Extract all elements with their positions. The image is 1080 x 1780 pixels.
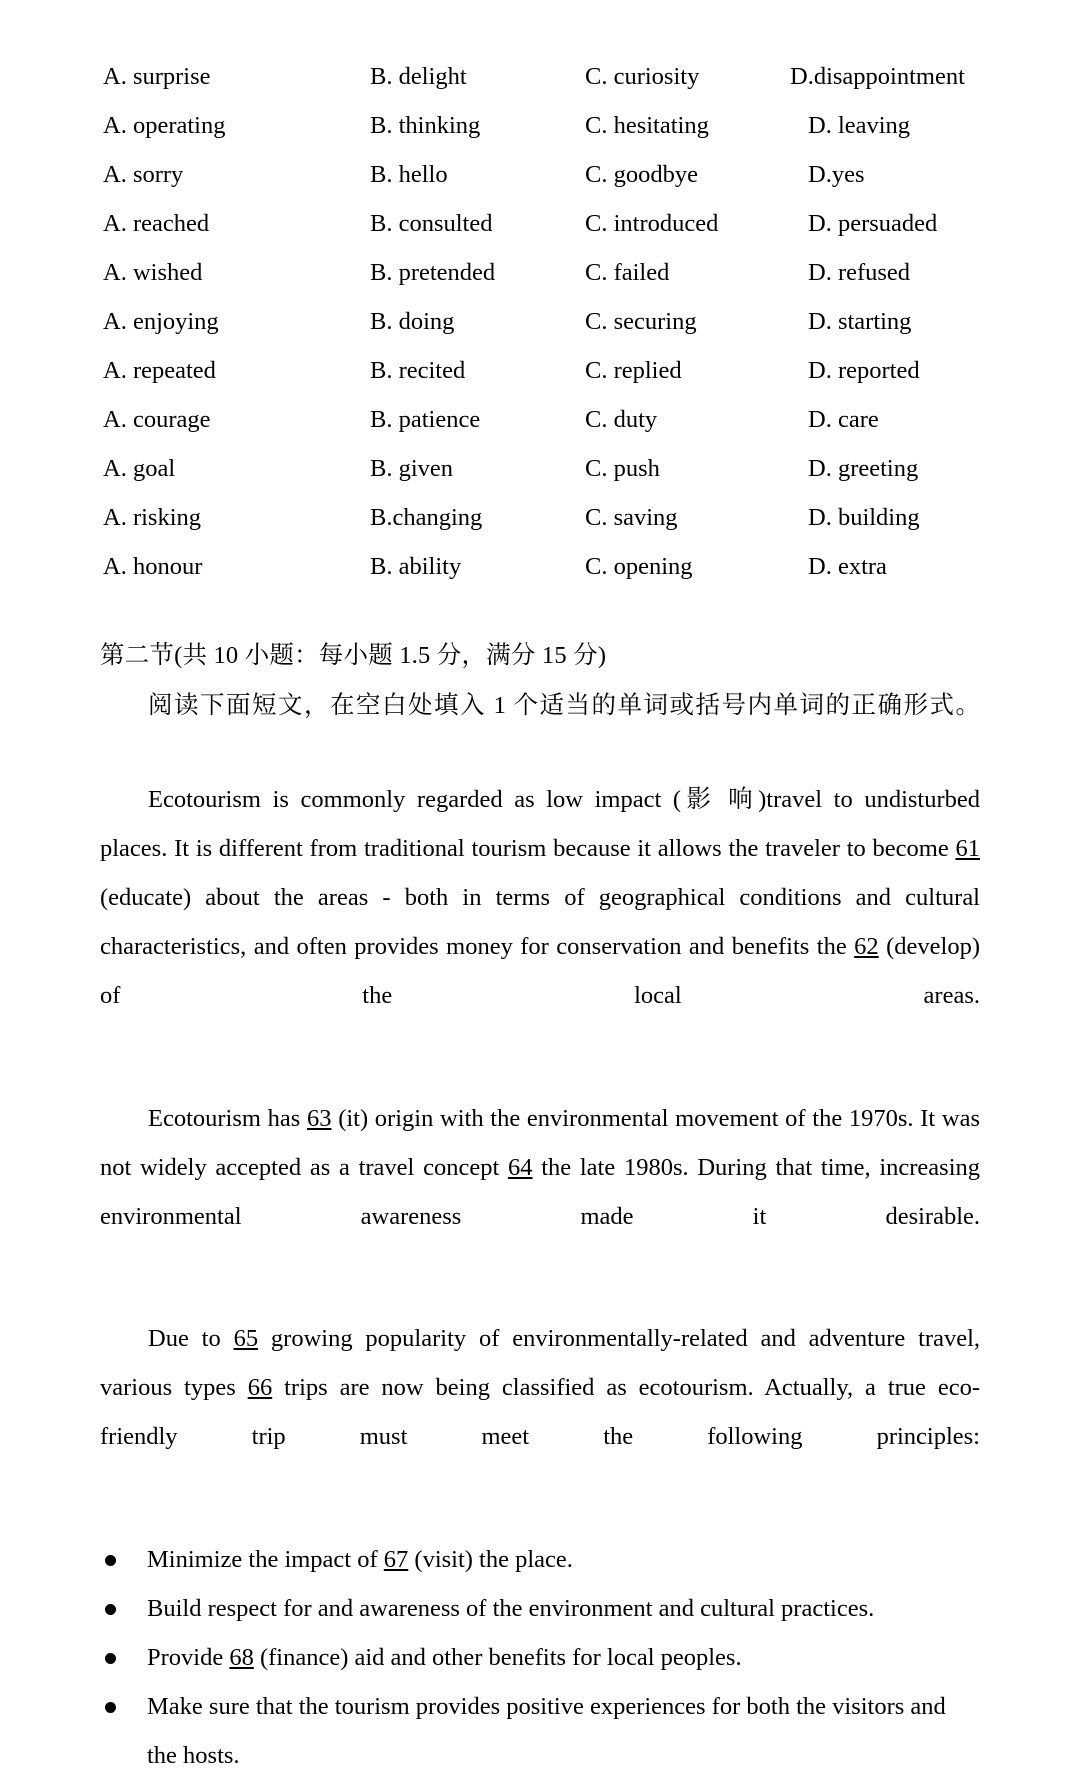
blank-62[interactable]: 62 [854, 933, 879, 960]
list-item [100, 1633, 980, 1682]
option-b[interactable]: B. delight [370, 63, 467, 90]
bullet-text-part-1: Provide [147, 1643, 230, 1671]
paragraph-2-text-part-1: Ecotourism has [148, 1104, 307, 1132]
option-d[interactable]: D. starting [808, 308, 912, 335]
option-a[interactable]: A. honour [103, 553, 203, 580]
section-instruction: 阅读下面短文，在空白处填入 1 个适当的单词或括号内单词的正确形式。 [148, 692, 980, 719]
question-row-57 [100, 395, 980, 444]
paragraph-3-text-part-1: Due to [148, 1325, 234, 1352]
question-row-50 [100, 52, 980, 101]
blank-64[interactable]: 64 [507, 1153, 533, 1181]
multiple-choice-list [100, 52, 980, 591]
question-row-52 [100, 150, 980, 199]
bullet-text-part-1: Make sure that the tourism provides positive experiences for both the visitors and the hosts. [147, 1692, 946, 1769]
option-a[interactable]: A. courage [103, 406, 211, 433]
option-c[interactable]: C. hesitating [585, 112, 709, 139]
passage-paragraph-3 [100, 1314, 980, 1510]
option-a[interactable]: A. goal [103, 455, 176, 482]
option-d[interactable]: D. reported [808, 357, 920, 384]
option-c[interactable]: C. duty [585, 406, 658, 433]
option-a[interactable]: A. reached [103, 210, 210, 237]
option-a[interactable]: A. operating [103, 112, 226, 139]
option-d[interactable]: D. building [808, 504, 920, 531]
blank-68[interactable]: 68 [229, 1643, 254, 1671]
option-b[interactable]: B. patience [370, 406, 481, 433]
list-item [100, 1535, 980, 1584]
list-item [100, 1584, 980, 1633]
option-c[interactable]: C. replied [585, 357, 682, 384]
option-b[interactable]: B. recited [370, 357, 466, 384]
bullet-dot-icon [105, 1653, 116, 1664]
option-a[interactable]: A. sorry [103, 161, 184, 188]
option-b[interactable]: B. doing [370, 308, 455, 335]
question-row-55 [100, 297, 980, 346]
paragraph-2-text-part-2: (it) origin with the environmental movement of the 1970s. It was not widely accepted as a travel concept [100, 1104, 980, 1181]
question-row-53 [100, 199, 980, 248]
bullet-text-part-2: (visit) the place. [408, 1545, 573, 1573]
option-b[interactable]: B. ability [370, 553, 462, 580]
option-c[interactable]: C. failed [585, 259, 670, 286]
blank-66[interactable]: 66 [247, 1374, 273, 1401]
option-b[interactable]: B.changing [370, 504, 483, 531]
option-c[interactable]: C. push [585, 455, 660, 482]
option-d[interactable]: D. extra [808, 553, 887, 580]
blank-63[interactable]: 63 [307, 1104, 332, 1132]
question-row-54 [100, 248, 980, 297]
page-content [100, 52, 980, 1780]
option-a[interactable]: A. risking [103, 504, 201, 531]
option-b[interactable]: B. given [370, 455, 454, 482]
option-a[interactable]: A. enjoying [103, 308, 219, 335]
option-a[interactable]: A. repeated [103, 357, 216, 384]
option-c[interactable]: C. curiosity [585, 63, 700, 90]
question-row-58 [100, 444, 980, 493]
option-b[interactable]: B. pretended [370, 259, 496, 286]
paragraph-1-text-part-3: (develop) of the local areas. [100, 933, 980, 1009]
paragraph-3-text-part-3: trips are now being classified as ecotourism. Actually, a true eco-friendly trip must meet the following principles: [100, 1374, 980, 1450]
option-c[interactable]: C. introduced [585, 210, 719, 237]
option-d[interactable]: D. leaving [808, 112, 911, 139]
option-b[interactable]: B. hello [370, 161, 448, 188]
option-c[interactable]: C. saving [585, 504, 678, 531]
option-c[interactable]: C. opening [585, 553, 693, 580]
paragraph-1-text-part-1: Ecotourism is commonly regarded as low impact (影 响)travel to undisturbed places. It is different from traditional tourism because it allows the traveler to become [100, 786, 980, 862]
option-a[interactable]: A. surprise [103, 63, 211, 90]
paragraph-3-text-part-2: growing popularity of environmentally-related and adventure travel, various types [100, 1325, 981, 1401]
bullet-text-part-2: (finance) aid and other benefits for local peoples. [253, 1643, 742, 1671]
blank-61[interactable]: 61 [955, 835, 980, 862]
principles-list [100, 1535, 980, 1780]
passage-paragraph-2 [100, 1094, 980, 1290]
bullet-dot-icon [105, 1555, 116, 1566]
option-d[interactable]: D. greeting [808, 455, 919, 482]
bullet-text-part-1: Build respect for and awareness of the environment and cultural practices. [147, 1594, 875, 1622]
question-row-56 [100, 346, 980, 395]
option-d[interactable]: D. care [808, 406, 879, 433]
question-row-51 [100, 101, 980, 150]
section-heading: 第二节(共 10 小题：每小题 1.5 分，满分 15 分) [100, 642, 607, 669]
option-d[interactable]: D.disappointment [790, 63, 965, 90]
option-d[interactable]: D.yes [808, 161, 865, 188]
bullet-dot-icon [105, 1604, 116, 1615]
option-b[interactable]: B. thinking [370, 112, 481, 139]
blank-65[interactable]: 65 [233, 1325, 259, 1352]
bullet-dot-icon [105, 1702, 116, 1713]
option-c[interactable]: C. securing [585, 308, 697, 335]
option-d[interactable]: D. persuaded [808, 210, 938, 237]
question-row-59 [100, 493, 980, 542]
bullet-text-part-1: Minimize the impact of [147, 1545, 384, 1573]
option-d[interactable]: D. refused [808, 259, 911, 286]
paragraph-1-text-part-2: (educate) about the areas - both in terms of geographical conditions and cultural characteristics, and often provides money for conservation and benefits the [100, 884, 980, 960]
passage-paragraph-1 [100, 775, 980, 1069]
question-row-60 [100, 542, 980, 591]
list-item [100, 1682, 980, 1780]
option-a[interactable]: A. wished [103, 259, 203, 286]
blank-67[interactable]: 67 [383, 1545, 409, 1573]
option-c[interactable]: C. goodbye [585, 161, 698, 188]
paragraph-2-text-part-3: the late 1980s. During that time, increasing environmental awareness made it desirable. [100, 1153, 981, 1230]
option-b[interactable]: B. consulted [370, 210, 493, 237]
